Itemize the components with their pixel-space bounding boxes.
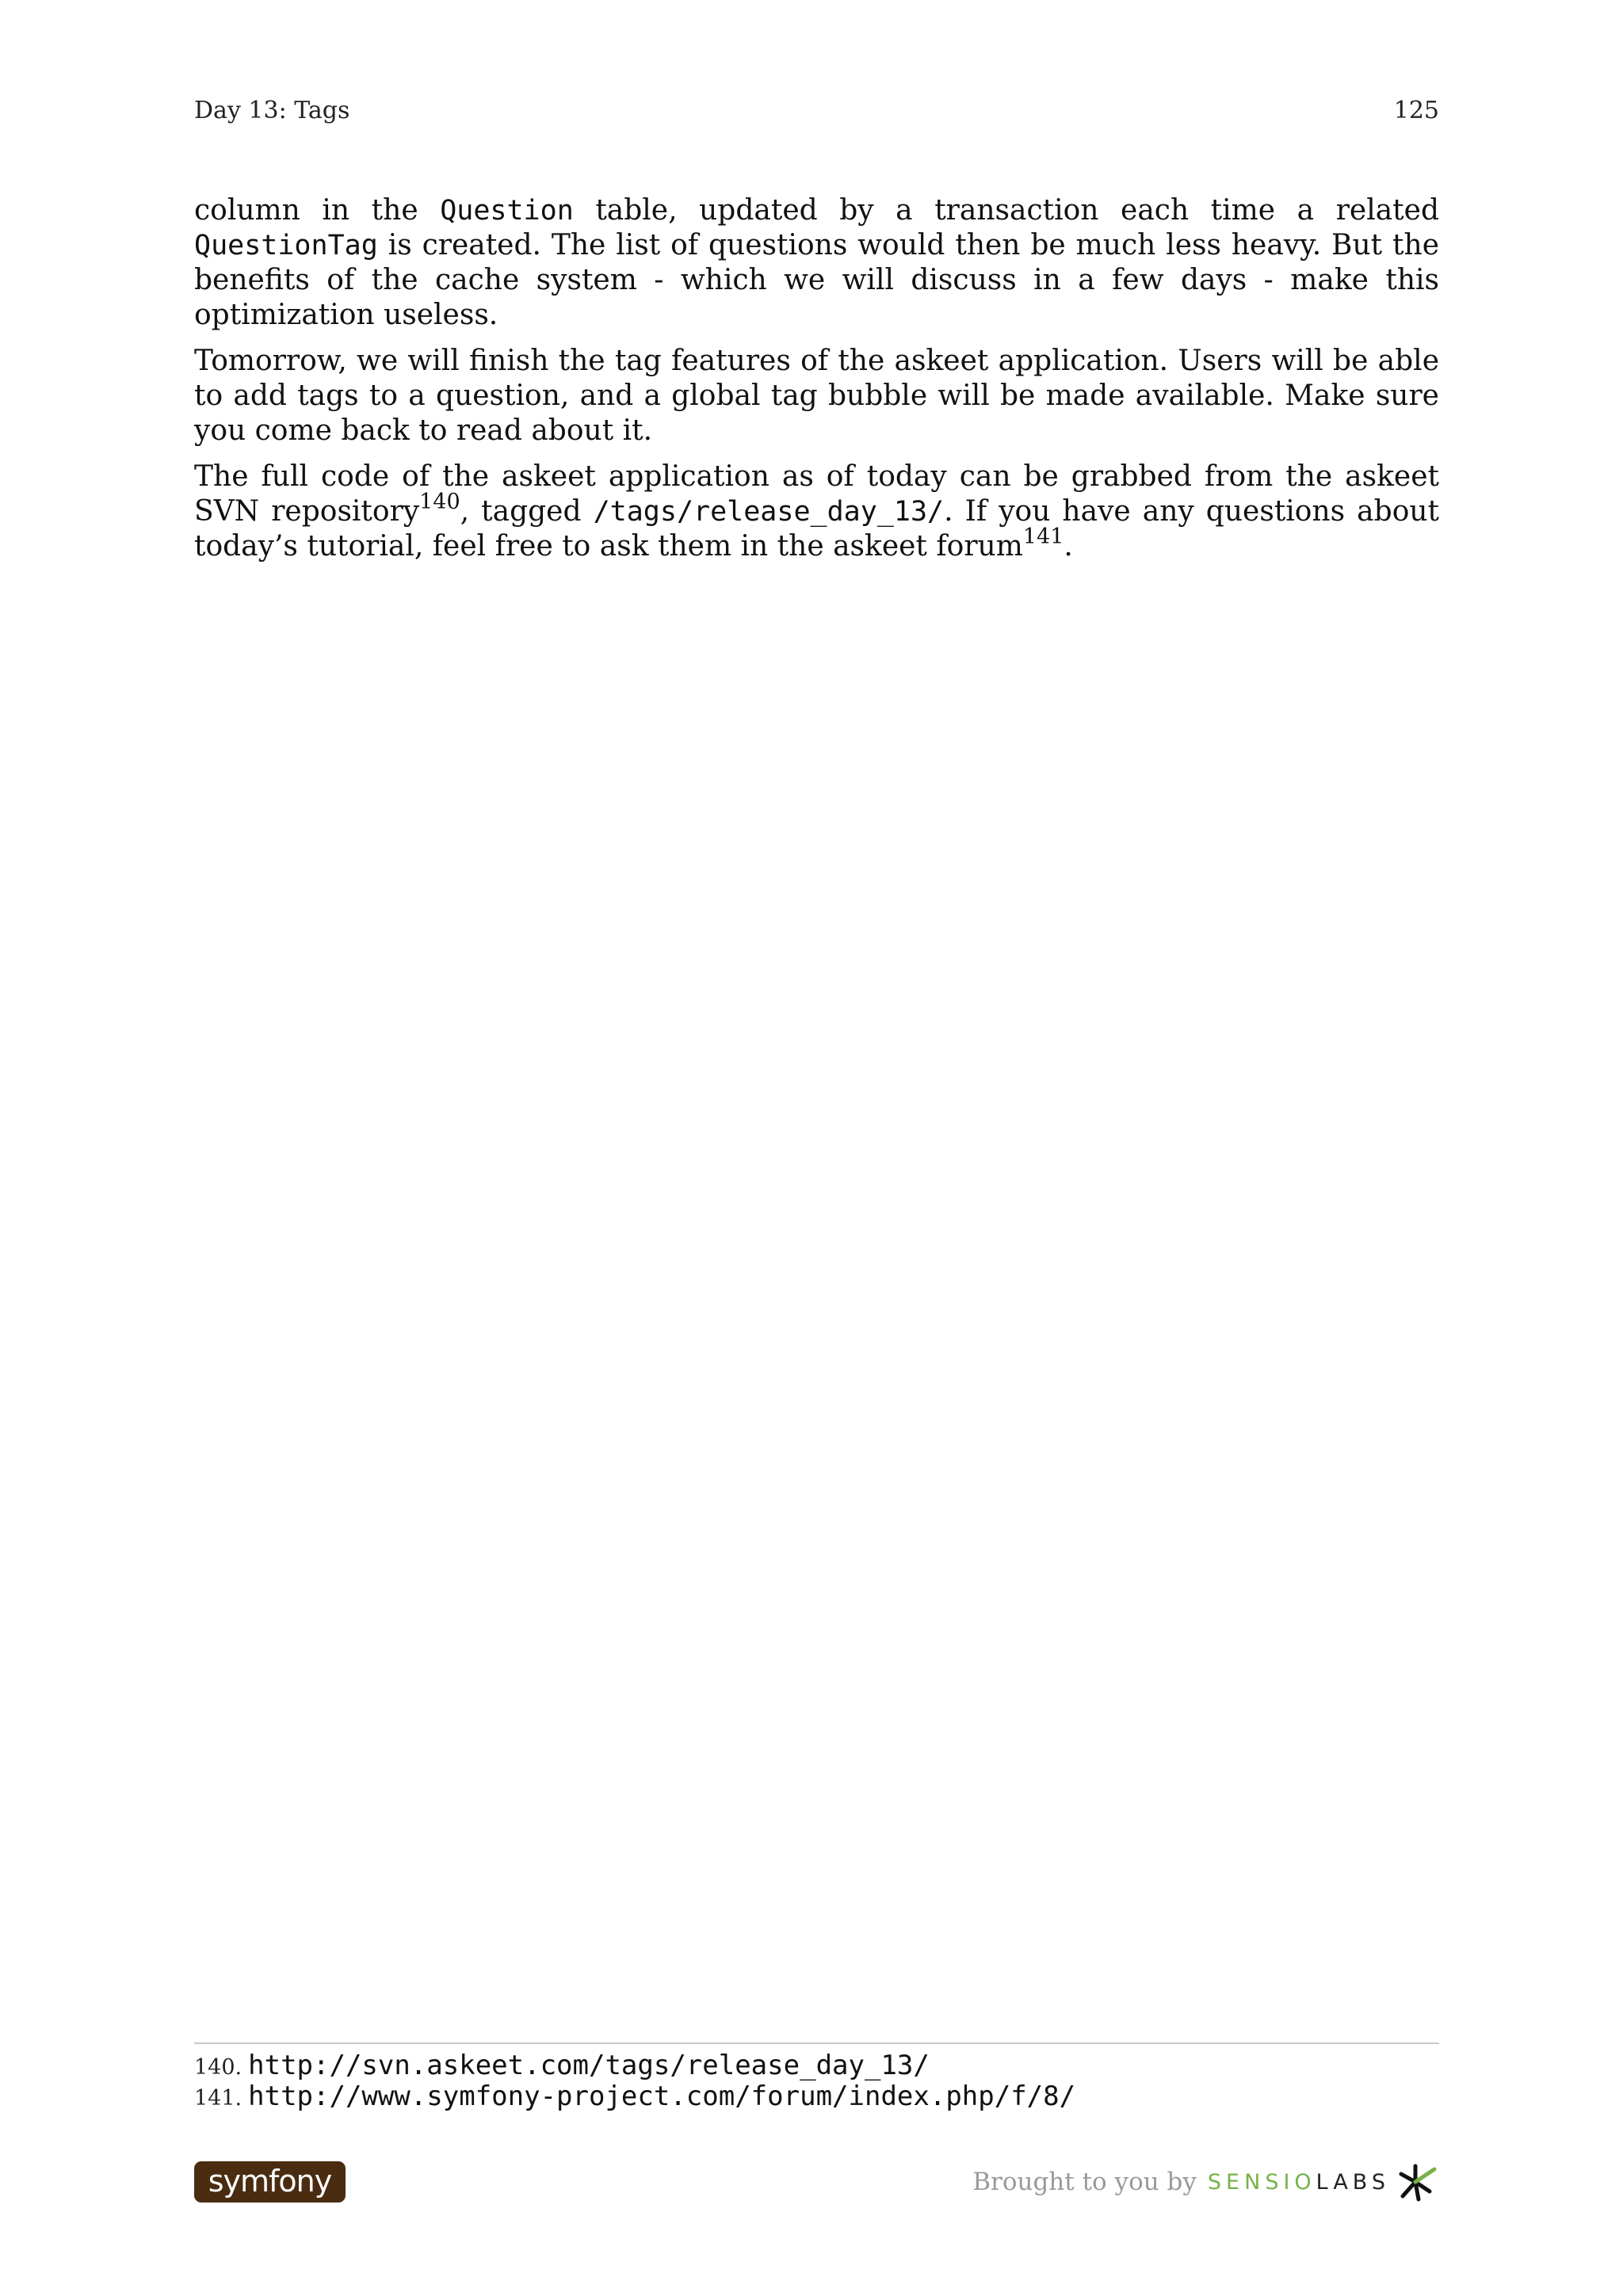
- paragraph-1-text-c: is created. The list of questions would then be much less heavy. But the benefits of the cache system - which we will discuss in a few days - make this optimization useless.: [194, 229, 1439, 331]
- code-question: Question: [440, 195, 574, 227]
- footnote-140: [194, 2051, 1439, 2082]
- paragraph-3-text-d: .: [1064, 530, 1073, 563]
- paragraph-3: [194, 460, 1439, 564]
- footnote-link[interactable]: http://svn.askeet.com/tags/release_day_13/: [248, 2050, 930, 2081]
- footnote-ref-141[interactable]: 141: [1022, 524, 1064, 549]
- body-text: [194, 193, 1439, 575]
- sensiolabs-star-icon: [1398, 2161, 1439, 2203]
- page-number: 125: [1393, 97, 1439, 124]
- brand-labs: LABS: [1316, 2169, 1390, 2195]
- symfony-logo: symfony: [194, 2161, 346, 2203]
- paragraph-1: [194, 193, 1439, 333]
- sponsor-credit: [972, 2158, 1439, 2206]
- paragraph-3-text-a: The full code of the askeet application as of today can be grabbed from the askeet SVN repository: [194, 460, 1439, 528]
- credit-text: Brought to you by: [972, 2168, 1197, 2196]
- paragraph-1-text-a: column in the: [194, 194, 441, 227]
- footnote-link[interactable]: http://www.symfony-project.com/forum/index.php/f/8/: [248, 2081, 1076, 2112]
- paragraph-3-text-c: . If you have any questions about today’s tutorial, feel free to ask them in the askeet forum: [194, 495, 1440, 563]
- paragraph-3-text-b: , tagged: [460, 495, 594, 528]
- footnote-number: 140.: [194, 2055, 242, 2080]
- footnote-ref-140[interactable]: 140: [419, 490, 460, 514]
- chapter-title: Day 13: Tags: [194, 97, 350, 124]
- brand-sensio: SENSIO: [1207, 2169, 1316, 2195]
- code-questiontag: QuestionTag: [194, 230, 378, 261]
- footnote-141: [194, 2082, 1439, 2113]
- footnotes: [194, 2051, 1439, 2113]
- running-header: [194, 97, 1439, 132]
- footnote-divider: [194, 2042, 1439, 2044]
- paragraph-2: Tomorrow, we will finish the tag features of the askeet application. Users will be able to add tags to a question, and a global tag bubble will be made available. Make sure you come back to read about it.: [194, 345, 1439, 447]
- paragraph-1-text-b: table, updated by a transaction each time a related: [573, 194, 1439, 227]
- footnote-number: 141.: [194, 2086, 242, 2111]
- code-release-tag: /tags/release_day_13/: [593, 496, 945, 528]
